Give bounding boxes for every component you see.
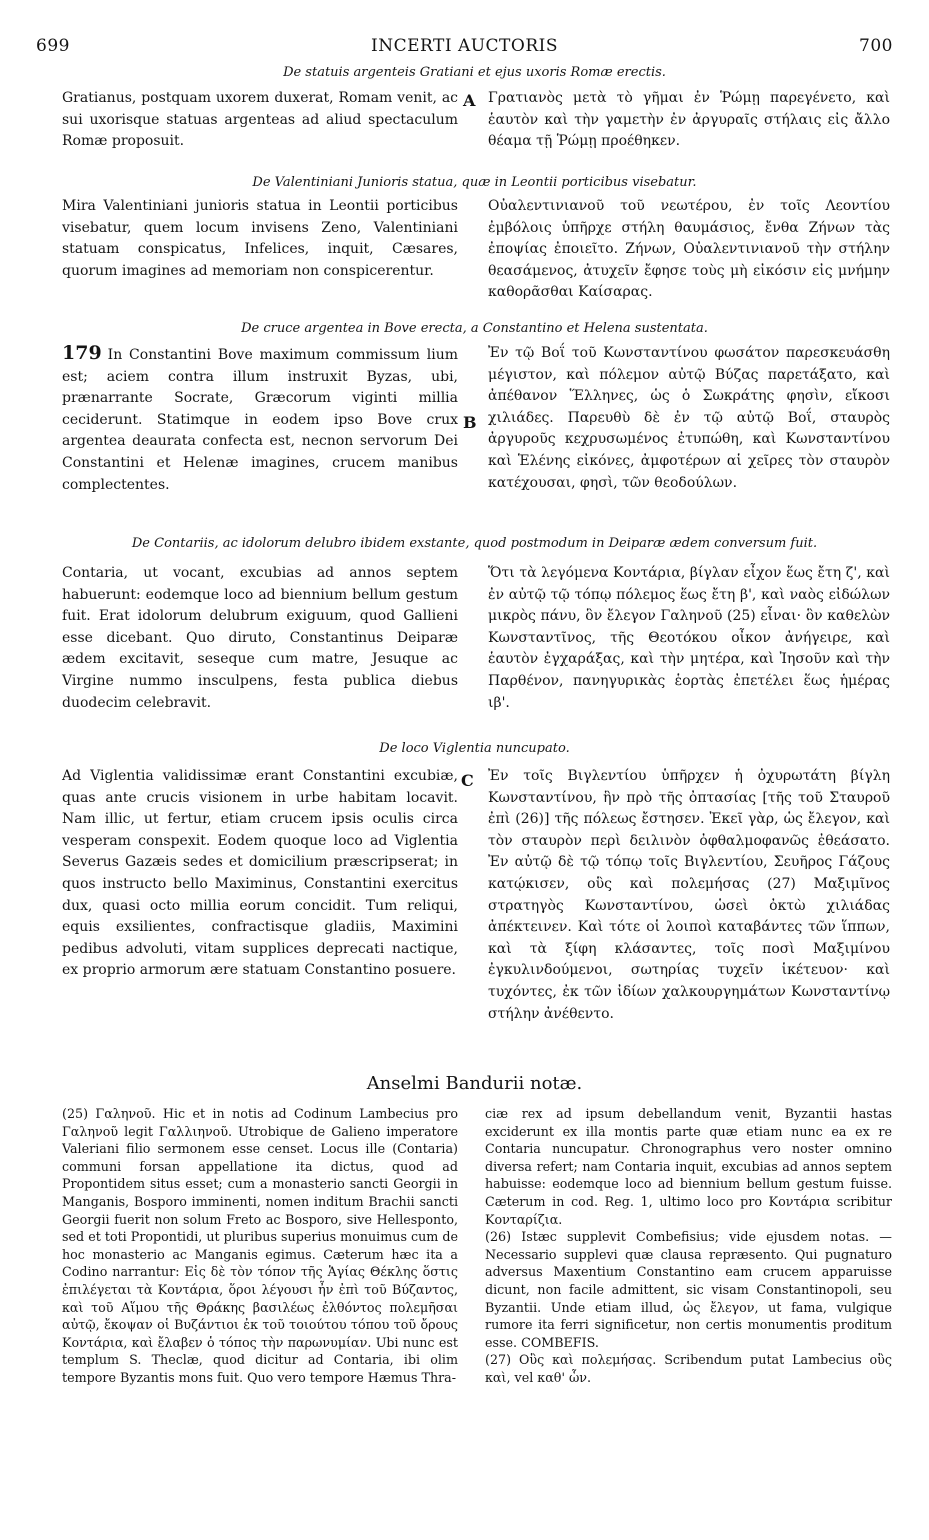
greek-paragraph-gratian <box>488 88 890 153</box>
greek-paragraph-valentinian <box>488 196 890 304</box>
notes-heading: Anselmi Bandurii notæ. <box>366 1073 583 1094</box>
page-number-left: 699 <box>36 36 70 56</box>
section-heading-contaria: De Contariis, ac idolorum delubro ibidem exstante, quod postmodum in Deiparæ ædem conversum fuit. <box>131 536 818 551</box>
latin-paragraph-cross <box>62 343 458 496</box>
section-heading-statues-gratian: De statuis argenteis Gratiani et ejus uxoris Romæ erectis. <box>283 65 666 80</box>
latin-text: Contaria, ut vocant, excubias ad annos septem habuerunt: eodemque loco ad biennium bellum gestum fuit. Erat idolorum delubrum exiguum, quod Gallieni esse dicebant. Quo diruto, Constantinus Deiparæ ædem excitavit, seseque cum matre, Jesuque ac Virgine nummo insculpens, festa publica diebus duodecim celebravit. <box>62 565 458 711</box>
notes-left-column <box>62 1105 458 1387</box>
column-number: 179 <box>62 342 102 364</box>
page-number-right: 700 <box>859 36 893 56</box>
latin-paragraph-gratian <box>62 88 458 153</box>
margin-letter-c: C <box>461 771 474 790</box>
section-heading-silver-cross: De cruce argentea in Bove erecta, a Constantino et Helena sustentata. <box>241 321 708 336</box>
latin-paragraph-viglentia <box>62 766 458 982</box>
latin-paragraph-contaria <box>62 563 458 714</box>
latin-text: In Constantini Bove maximum commissum lium est; aciem contra illum instruxit Byzas, ubi, prænarrante Socrate, Græcorum viginti millia ceciderunt. Statimque in eodem ipso Bove crux argentea deaurata confecta est, necnon servorum Dei Constantini et Helenæ imagines, crucem manibus complectentes. <box>62 347 458 493</box>
note-26: (26) Istæc supplevit Combefisius; vide ejusdem notas. — Necessario supplevi quæ clausa repræsento. Qui pugnaturo adversus Maxentium Constantino eam crucem apparuisse dicunt, non facile admittent, sic visam Constantinopoli, seu Byzantii. Unde etiam illud, ὡς ἔλεγον, ut fama, vulgique rumore ita ferri significetur, non certis monumentis proditum esse. COMBEFIS. <box>485 1229 892 1350</box>
greek-text: Ἐν τοῖς Βιγλεντίου ὑπῆρχεν ἡ ὀχυρωτάτη βίγλη Κωνσταντίνου, ἣν πρὸ τῆς ὀπτασίας [τῆς τοῦ Σταυροῦ ἐπὶ (26)] τῆς πόλεως ἔστησεν. Ἐκεῖ γὰρ, ὡς ἔλεγον, καὶ τὸν σταυρὸν περὶ δειλινὸν ὀφθαλμοφανῶς ἐθεάσατο. Ἐν αὐτῷ δὲ τῷ τόπῳ τοῖς Βιγλεντίου, Σευῆρος Γάζους κατῴκισεν, οὓς καὶ πολεμήσας (27) Μαξιμῖνος στρατηγὸς Κωνσταντίνου, ὡσεὶ ὀκτὼ χιλιάδας ἀπέκτεινεν. Καὶ τότε οἱ λοιποὶ καταβάντες τῶν ἵππων, καὶ τὰ ξίφη κλάσαντες, τοῖς ποσὶ Μαξιμίνου ἐγκυλινδούμενοι, σωτηρίας τυχεῖν ἱκέτευον· καὶ τυχόντες, ἐκ τῶν ἰδίων χαλκουργημάτων Κωνσταντίνῳ στήλην ἀνέθεντο. <box>488 768 890 1022</box>
running-header <box>36 36 893 60</box>
note-25: (25) Γαληνοῦ. Hic et in notis ad Codinum Lambecius pro Γαληνοῦ legit Γαλλιηνοῦ. Utrobique de Galieno imperatore Valeriani filio sermonem esse censet. Locus ille (Contaria) communi forsan appellatione ita dictus, quod ad Propontidem situs esset; cum a monasterio sancti Georgii in Manganis, Bosporo imminenti, nomen inditum Brachii sancti Georgii fuerit non solum Freto ac Bosporo, sive Hellesponto, sed et toti Propontidi, ut pluribus superius monuimus cum de hoc monasterio ac Manganis egimus. Cæterum hæc ita a Codino narrantur: Εἰς δὲ τὸν τόπον τῆς Ἁγίας Θέκλης ὅστις ἐπιλέγεται τὰ Κοντάρια, ὅροι λέγουσι ἦν ἐπὶ τοῦ Βύζαντος, καὶ τοῦ Αἵμου τῆς Θράκης βασιλέως ἐλθόντος πολεμῆσαι αὐτῷ, ἔκοψαν οἱ Βυζάντιοι ἐκ τοῦ τοιούτου τόπου τοῦ ὄρους Κοντάρια, καὶ ἔλαβεν ὁ τόπος τὴν παρωνυμίαν. Ubi nunc est templum S. Theclæ, quod dicitur ad Contaria, ibi olim tempore Byzantis mons fuit. Quo vero tempore Hæmus Thra- <box>62 1106 458 1385</box>
note-25-continued: ciæ rex ad ipsum debellandum venit, Byzantii hastas exciderunt ex illa montis parte quæ etiam nunc ea ex re Contaria nuncupatur. Chronographus vero noster omnino diversa refert; nam Contaria inquit, excubias ad annos septem habuisse: eodemque loco ad biennium bellum gestum fuisse. Cæterum in cod. Reg. 1, ultimo loco pro Κοντάρια scribitur Κονταρίζια. <box>485 1106 892 1227</box>
greek-paragraph-contaria <box>488 563 890 714</box>
notes-right-column <box>485 1105 892 1387</box>
greek-paragraph-viglentia <box>488 766 890 1025</box>
latin-text: Ad Viglentia validissimæ erant Constantini excubiæ, quas ante crucis visionem in urbe habitam locavit. Nam illic, ut fertur, etiam crucem ipsis oculis circa vesperam conspexit. Eodem quoque loco ad Viglentia Severus Gazæis sedes et domicilium præscripserat; in quos instructo bello Maximinus, Constantini exercitus dux, quasi octo millia eorum concidit. Tum reliqui, equis exsilientes, confractisque gladiis, Maximini pedibus advoluti, vitam supplices deprecati nactique, ex proprio armorum ære statuam Constantino posuere. <box>62 768 458 979</box>
margin-letter-a: A <box>463 91 476 110</box>
section-heading-valentinian: De Valentiniani Junioris statua, quæ in Leontii porticibus visebatur. <box>252 175 697 190</box>
running-title: INCERTI AUCTORIS <box>370 36 558 56</box>
margin-letter-b: B <box>463 413 477 432</box>
greek-text: Οὐαλεντινιανοῦ τοῦ νεωτέρου, ἐν τοῖς Λεοντίου ἐμβόλοις ὑπῆρχε στήλη θαυμάσιος, ἔνθα Ζήνων τὰς ἐποψίας ἐποιεῖτο. Ζήνων, Οὐαλεντινιανοῦ τὴν στήλην θεασάμενος, ἀτυχεῖν ἔφησε τοὺς μὴ εἰκόσιν εἰς μνήμην καθορᾶσθαι Καίσαρας. <box>488 198 890 301</box>
greek-text: Ἐν τῷ Βοΐ τοῦ Κωνσταντίνου φωσάτον παρεσκευάσθη μέγιστον, καὶ πόλεμον αὐτῷ Βύζας παρετάξατο, καὶ ἀπέθανον Ἕλληνες, ὡς ὁ Σωκράτης φησὶν, εἴκοσι χιλιάδες. Παρευθὺ δὲ ἐν τῷ αὐτῷ Βοΐ, σταυρὸς ἀργυροῦς κεχρυσωμένος ἐτυπώθη, καὶ Κωνσταντίνου καὶ Ἑλένης εἰκόνες, ἀμφοτέρων αἱ χεῖρες τὸν σταυρὸν κατέχουσαι, φησὶ, τῶν θεοδούλων. <box>488 345 890 491</box>
greek-text: Ὅτι τὰ λεγόμενα Κοντάρια, βίγλαν εἶχον ἕως ἔτη ζ', καὶ ἐν αὐτῷ τῷ τόπῳ πόλεμος ἕως ἔτη β', καὶ ναὸς εἰδώλων μικρὸς πάνυ, ὃν ἔλεγον Γαληνοῦ (25) εἶναι· ὃν καθελὼν Κωνσταντῖνος, τῆς Θεοτόκου οἶκον ἀνήγειρε, καὶ ἑαυτὸν ἐγχαράξας, καὶ τὴν μητέρα, καὶ Ἰησοῦν καὶ τὴν Παρθένον, πανηγυρικὰς ἑορτὰς ἐπετέλει ἕως ἡμέρας ιβ'. <box>488 565 890 711</box>
latin-paragraph-valentinian <box>62 196 458 282</box>
latin-text: Gratianus, postquam uxorem duxerat, Romam venit, ac sui uxorisque statuas argenteas ad aliud spectaculum Romæ proposuit. <box>62 90 458 150</box>
greek-text: Γρατιανὸς μετὰ τὸ γῆμαι ἐν Ῥώμῃ παρεγένετο, καὶ ἑαυτὸν καὶ τὴν γαμετὴν ἐν ἀργυραῖς στήλαις εἰς ἄλλο θέαμα τῇ Ῥώμῃ προέθηκεν. <box>488 90 890 150</box>
section-heading-viglentia: De loco Viglentia nuncupato. <box>379 741 570 756</box>
greek-paragraph-cross <box>488 343 890 494</box>
note-27: (27) Οὓς καὶ πολεμήσας. Scribendum putat Lambecius οὓς καὶ, vel καθ' ὧν. <box>485 1352 892 1385</box>
latin-text: Mira Valentiniani junioris statua in Leontii porticibus visebatur, quem locum invisens Zeno, Valentiniani statuam conspicatus, Infelices, inquit, Cæsares, quorum imagines ad memoriam non conspicerentur. <box>62 198 458 279</box>
